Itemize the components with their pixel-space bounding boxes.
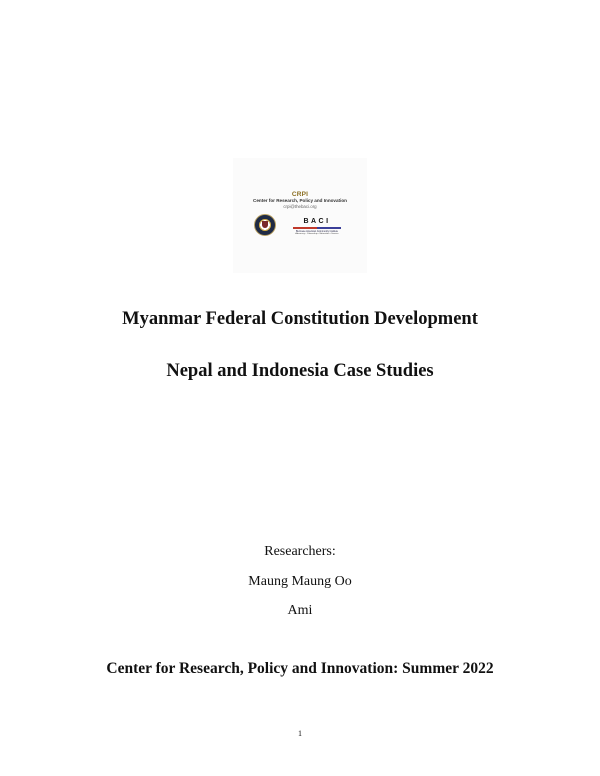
baci-blue-bar xyxy=(317,227,341,229)
baci-full-name: Burmese American Community Institute xyxy=(296,229,338,233)
page-number: 1 xyxy=(298,729,302,738)
logo-org-name: Center for Research, Policy and Innovation xyxy=(253,198,347,203)
organization-date-line: Center for Research, Policy and Innovation: Summer 2022 xyxy=(106,660,494,677)
baci-tagline: Advocacy • Citizenship • Education • Service xyxy=(295,232,339,235)
logo-email: crpi@thebaci.org xyxy=(283,204,317,209)
baci-color-bars xyxy=(293,227,341,229)
baci-logo xyxy=(293,218,341,236)
seal-shield-icon xyxy=(262,221,268,228)
logo-crpi-acronym: CRPI xyxy=(291,191,309,198)
researcher-name: Ami xyxy=(287,603,313,618)
researchers-label: Researchers: xyxy=(264,544,336,559)
document-title: Myanmar Federal Constitution Development xyxy=(122,309,478,329)
university-seal-icon xyxy=(254,214,276,236)
baci-red-bar xyxy=(293,227,317,229)
baci-acronym: BACI xyxy=(303,218,331,225)
researcher-name: Maung Maung Oo xyxy=(248,574,352,589)
document-subtitle: Nepal and Indonesia Case Studies xyxy=(166,361,434,381)
crpi-baci-logo xyxy=(233,158,367,273)
